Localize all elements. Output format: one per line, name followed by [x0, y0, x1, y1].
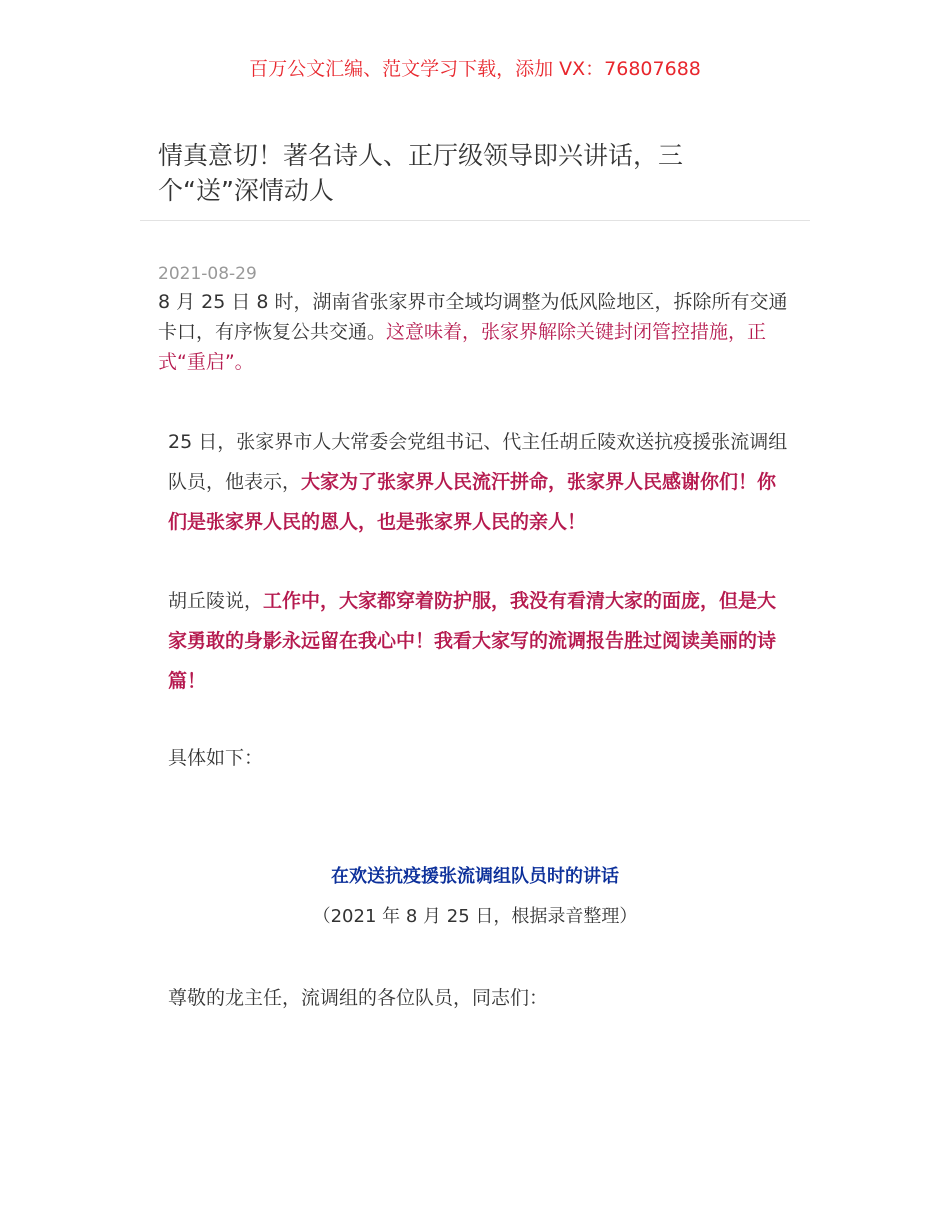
paragraph-intro: 具体如下：	[168, 747, 264, 769]
publish-date: 2021-08-29	[158, 264, 257, 284]
speech-salutation: 尊敬的龙主任，流调组的各位队员，同志们：	[168, 987, 549, 1009]
paragraph-text: 25 日，张家界市人大常委会党组书记、代主任胡丘陵欢送抗疫援张流调组队员，他表示，	[168, 431, 788, 493]
speech-subtitle: （2021 年 8 月 25 日，根据录音整理）	[312, 906, 638, 927]
article-title: 情真意切！著名诗人、正厅级领导即兴讲话，三个“送”深情动人	[158, 141, 684, 205]
promo-banner: 百万公文汇编、范文学习下载，添加 VX：76807688	[249, 58, 701, 80]
emphasis-quote: 工作中，大家都穿着防护服，我没有看清大家的面庞，但是大家勇敢的身影永远留在我心中！我看大家写的流调报告胜过阅读美丽的诗篇！	[168, 590, 777, 692]
title-divider	[140, 220, 810, 221]
lead-paragraph	[158, 287, 798, 377]
emphasis-quote: 大家为了张家界人民流汗拼命，张家界人民感谢你们！你们是张家界人民的恩人，也是张家界人民的亲人！	[168, 471, 777, 533]
lead-highlight: 这意味着，张家界解除关键封闭管控措施，正式“重启”。	[158, 321, 767, 373]
paragraph-quote	[168, 581, 788, 701]
paragraph-farewell	[168, 422, 788, 542]
speech-title: 在欢送抗疫援张流调组队员时的讲话	[331, 866, 619, 887]
paragraph-text: 胡丘陵说，	[168, 590, 264, 612]
lead-text: 8 月 25 日 8 时，湖南省张家界市全域均调整为低风险地区，拆除所有交通卡口，有序恢复公共交通。	[158, 291, 788, 343]
